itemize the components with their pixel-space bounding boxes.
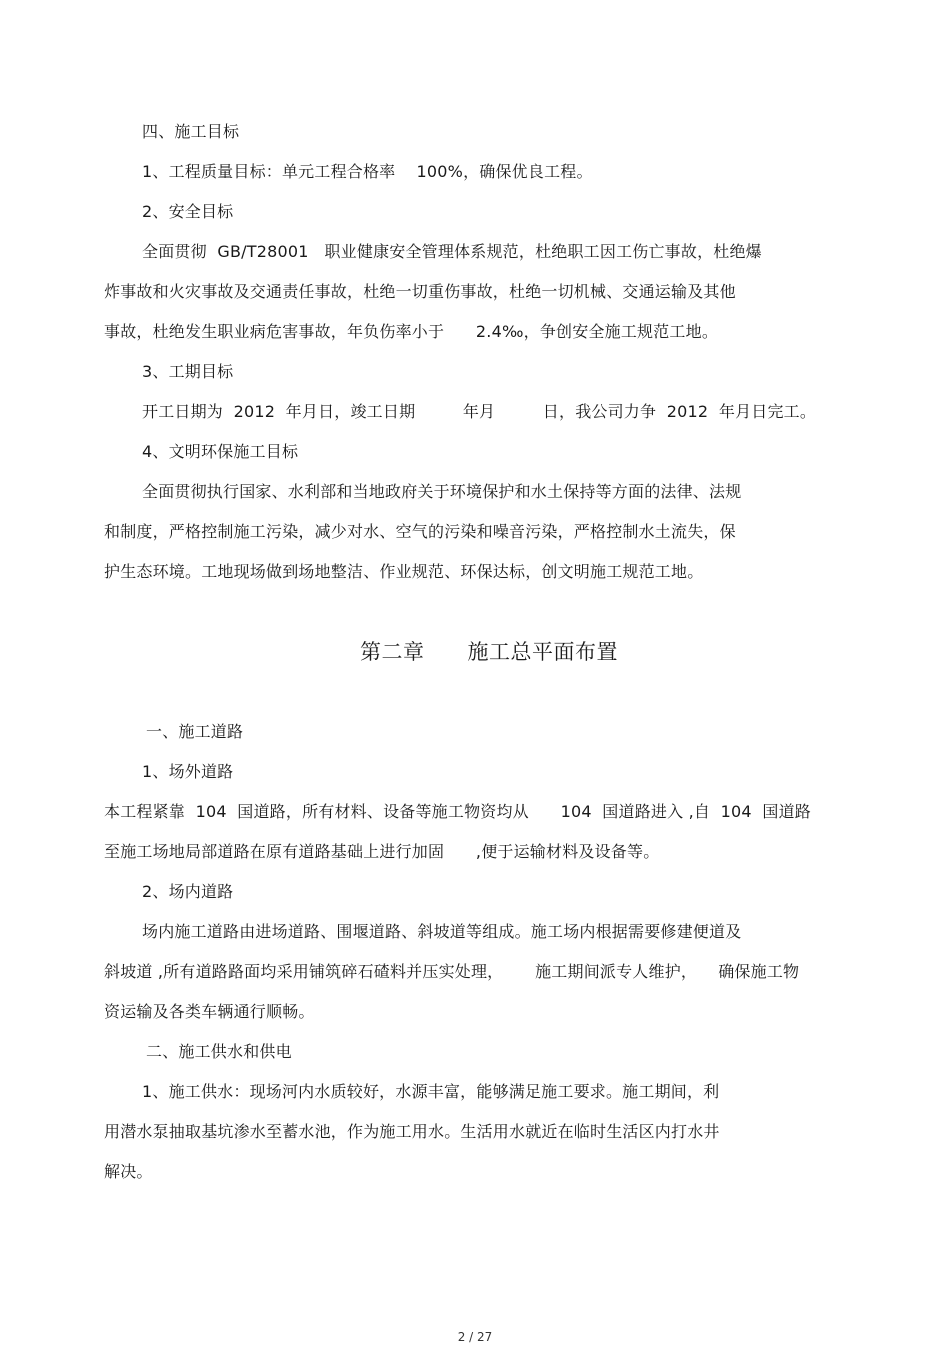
outside-roads-line-2: 至施工场地局部道路在原有道路基础上进行加固 ,便于运输材料及设备等。 — [104, 842, 660, 861]
page-number: 2 / 27 — [457, 1330, 493, 1344]
civil-goal-line-2: 和制度，严格控制施工污染，减少对水、空气的污染和噪音污染，严格控制水土流失，保 — [104, 522, 736, 541]
safety-goal-heading: 2、安全目标 — [142, 202, 234, 221]
section-heading-goals: 四、施工目标 — [142, 122, 240, 141]
water-supply-line-2: 用潜水泵抽取基坑渗水至蓄水池，作为施工用水。生活用水就近在临时生活区内打水井 — [104, 1122, 720, 1141]
water-supply-line-1: 1、施工供水：现场河内水质较好，水源丰富，能够满足施工要求。施工期间，利 — [142, 1082, 720, 1101]
civil-goal-line-1: 全面贯彻执行国家、水利部和当地政府关于环境保护和水土保持等方面的法律、法规 — [142, 482, 742, 501]
outside-roads-line-1: 本工程紧靠 104 国道路，所有材料、设备等施工物资均从 104 国道路进入 ,自 104 国道路 — [104, 802, 811, 821]
civil-goal-line-3: 护生态环境。工地现场做到场地整洁、作业规范、环保达标，创文明施工规范工地。 — [104, 562, 704, 581]
water-power-heading: 二、施工供水和供电 — [146, 1042, 292, 1061]
water-supply-line-3: 解决。 — [104, 1162, 153, 1181]
schedule-goal-line: 开工日期为 2012 年月日，竣工日期 年月 日，我公司力争 2012 年月日完工。 — [142, 402, 817, 421]
inside-roads-heading: 2、场内道路 — [142, 882, 234, 901]
inside-roads-line-3: 资运输及各类车辆通行顺畅。 — [104, 1002, 315, 1021]
inside-roads-line-1: 场内施工道路由进场道路、围堰道路、斜坡道等组成。施工场内根据需要修建便道及 — [142, 922, 742, 941]
schedule-goal-heading: 3、工期目标 — [142, 362, 234, 381]
quality-goal-line: 1、工程质量目标：单元工程合格率 100%，确保优良工程。 — [142, 162, 593, 181]
outside-roads-heading: 1、场外道路 — [142, 762, 234, 781]
safety-goal-line-2: 炸事故和火灾事故及交通责任事故，杜绝一切重伤事故，杜绝一切机械、交通运输及其他 — [104, 282, 736, 301]
safety-goal-line-3: 事故，杜绝发生职业病危害事故，年负伤率小于 2.4‰，争创安全施工规范工地。 — [104, 322, 719, 341]
civil-goal-heading: 4、文明环保施工目标 — [142, 442, 299, 461]
roads-heading: 一、施工道路 — [146, 722, 244, 741]
inside-roads-line-2: 斜坡道 ,所有道路路面均采用铺筑碎石碴料并压实处理， 施工期间派专人维护， 确保施工物 — [104, 962, 800, 981]
chapter-title: 第二章 施工总平面布置 — [360, 640, 619, 664]
safety-goal-line-1: 全面贯彻 GB/T28001 职业健康安全管理体系规范，杜绝职工因工伤亡事故，杜绝爆 — [142, 242, 762, 261]
